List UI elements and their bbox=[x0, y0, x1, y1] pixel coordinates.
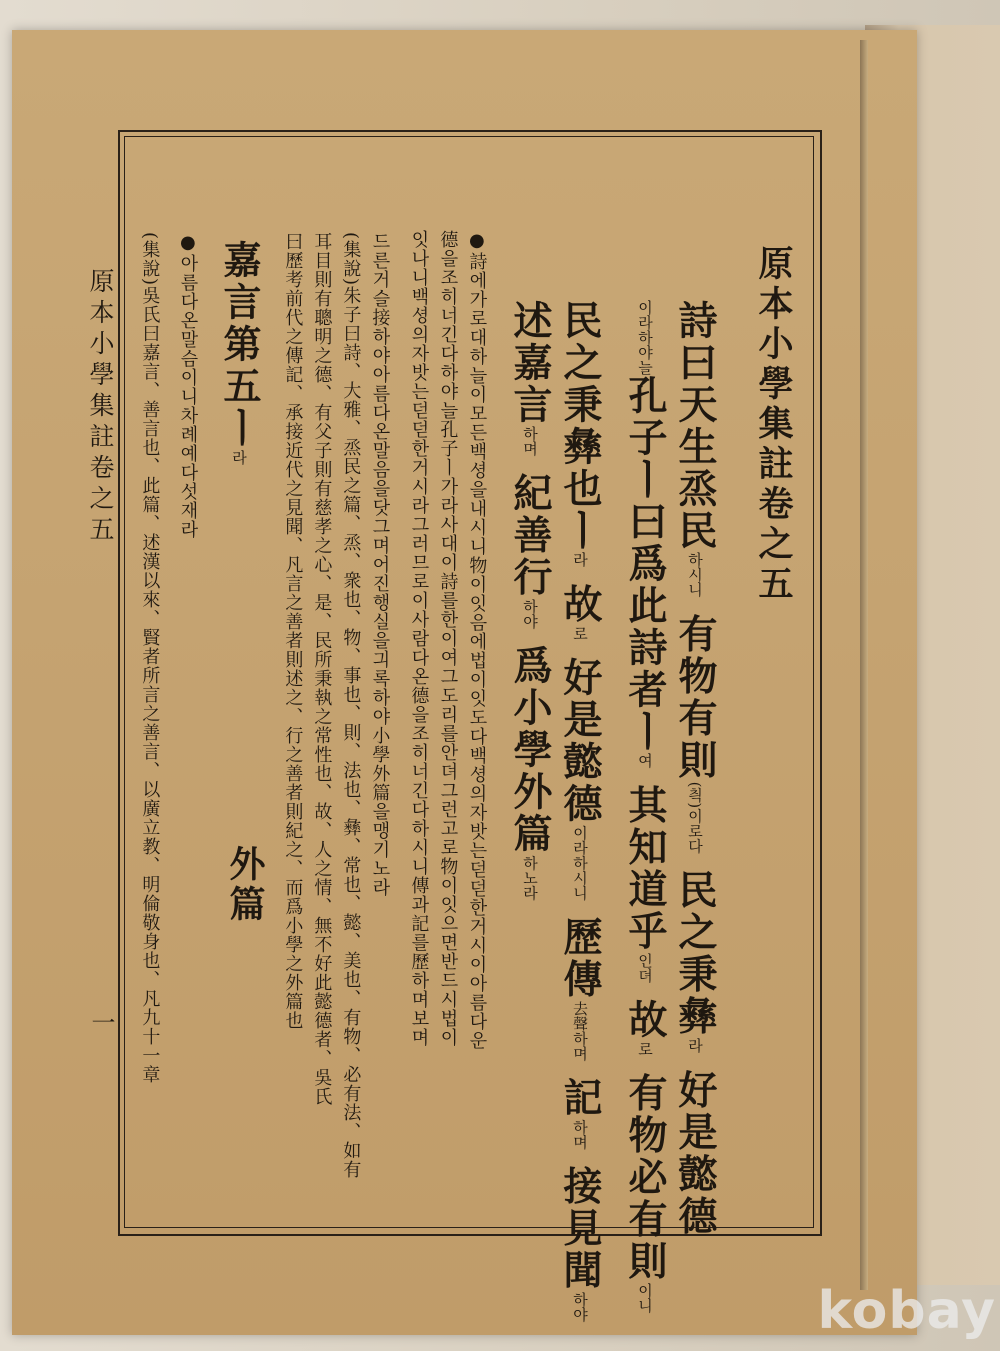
commentary-line: 耳目則有聰明之德、有父子則有慈孝之心、是、民所秉執之常性也、故、人之情、無不好此懿德者、吳氏 bbox=[311, 232, 333, 1106]
main-text: 故 bbox=[557, 583, 603, 626]
annotation-line: 잇나니백셩의자밧는덛덛한거시라그러므로이사람다온德을조히너긴다하시니傳과記를歷하며보며 bbox=[408, 230, 430, 1047]
hangul-gloss: 라 bbox=[230, 450, 248, 465]
main-text: 其知道乎 bbox=[622, 784, 668, 953]
hangul-gloss: 로 bbox=[636, 1041, 654, 1057]
main-text: 有物必有則 bbox=[622, 1072, 668, 1283]
section-note: ●아름다온말슴이니차례예다섯재라 bbox=[177, 232, 199, 539]
main-text-col-1 bbox=[672, 300, 718, 1238]
hangul-gloss: 여 bbox=[636, 753, 654, 768]
hangul-gloss: 하며 bbox=[521, 426, 539, 456]
hangul-gloss: 하시니 bbox=[686, 552, 704, 597]
hangul-gloss: 이라하야늘 bbox=[636, 300, 654, 375]
watermark: kobay bbox=[817, 1281, 996, 1341]
main-text: 故 bbox=[622, 999, 668, 1042]
main-text: 歷傳 bbox=[557, 916, 603, 1001]
hangul-gloss: 去聲하며 bbox=[571, 1000, 589, 1061]
main-text: 好是懿德 bbox=[557, 657, 603, 826]
commentary-line: (集說)朱子曰詩、大雅、烝民之篇、烝、衆也、物、事也、則、法也、彝、常也、懿、美也、有物、必有法、如有 bbox=[340, 232, 362, 1180]
main-text: 紀善行 bbox=[507, 472, 553, 599]
main-text-col-3 bbox=[557, 300, 603, 1322]
main-text: 有物有則 bbox=[672, 613, 718, 782]
section-subtitle: 外篇 bbox=[224, 845, 266, 925]
hangul-gloss: 하노라 bbox=[521, 855, 539, 901]
page-binding-edge bbox=[860, 40, 868, 1290]
hangul-gloss: 라 bbox=[686, 1037, 704, 1053]
hangul-gloss: 이니 bbox=[636, 1282, 654, 1313]
annotation-line: 드른거슬接하야아름다온말음을닷그며어진행실을긔록하야小學外篇을맹기노라 bbox=[369, 232, 391, 897]
section-title-text: 嘉言第五ㅣ bbox=[217, 240, 262, 450]
main-text: 好是懿德 bbox=[672, 1069, 718, 1238]
main-text: 民之秉彝也ㅣ bbox=[557, 300, 603, 552]
hangul-gloss: 하야 bbox=[571, 1291, 589, 1322]
main-text: 民之秉彝 bbox=[672, 869, 718, 1038]
annotation-line: ●詩에가로대하늘이모든백셩을내시니物이잇음에법이잇도다백셩의자밧는덛덛한거시이아름다운 bbox=[466, 230, 488, 1050]
section-title bbox=[212, 240, 267, 465]
hangul-gloss: 라 bbox=[571, 552, 589, 567]
hangul-gloss: 인뎌 bbox=[636, 952, 654, 983]
hangul-gloss: 이라하시니 bbox=[571, 825, 589, 901]
main-text: 爲小學外篇 bbox=[507, 645, 553, 856]
main-text: 孔子ㅣ曰爲此詩者ㅣ bbox=[622, 375, 668, 753]
chapter-title: 原本小學集註卷之五 bbox=[753, 245, 794, 605]
running-head: 原本小學集註卷之五 bbox=[86, 268, 115, 547]
hangul-gloss: 하야 bbox=[521, 598, 539, 629]
page-number: 一 bbox=[87, 1010, 115, 1034]
main-text-col-4 bbox=[507, 300, 553, 901]
hangul-gloss: 하며 bbox=[571, 1119, 589, 1150]
main-text: 記 bbox=[557, 1077, 603, 1120]
main-text: 詩曰天生烝民 bbox=[672, 300, 718, 552]
hangul-gloss: (츽)이로다 bbox=[686, 781, 704, 854]
main-text: 述嘉言 bbox=[507, 300, 553, 426]
hangul-gloss: 로 bbox=[571, 625, 589, 641]
main-text-col-2 bbox=[622, 300, 668, 1313]
annotation-line: 德을조히너긴다하야늘孔子ㅣ가라사대이詩를한이여그도리를안뎌그런고로物이잇으면반드시법이 bbox=[437, 230, 459, 1047]
main-text: 接見聞 bbox=[557, 1165, 603, 1292]
commentary-line: 曰歷考前代之傳記、承接近代之見聞、凡言之善者則述之、行之善者則紀之、而爲小學之外篇也 bbox=[282, 232, 304, 1030]
section-commentary: (集說)吳氏曰嘉言、善言也、此篇、述漢以來、賢者所言之善言、以廣立教、明倫敬身也、凡九十一章 bbox=[139, 232, 161, 1085]
